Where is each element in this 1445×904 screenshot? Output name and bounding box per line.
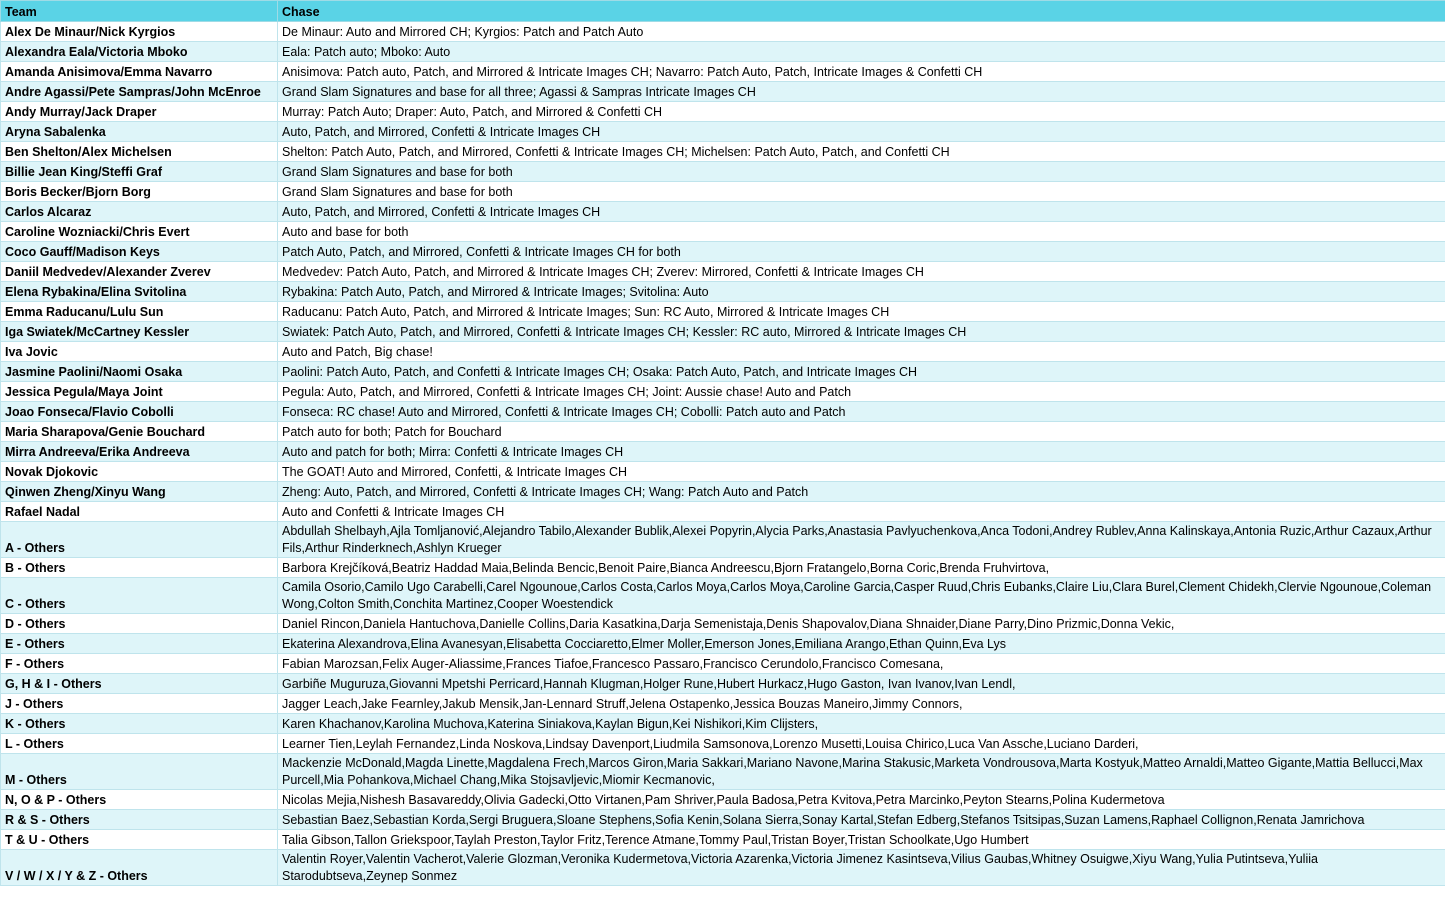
chase-cell[interactable]: Karen Khachanov,Karolina Muchova,Katerina Siniakova,Kaylan Bigun,Kei Nishikori,Kim Clijsters, (278, 714, 1445, 734)
chase-cell[interactable]: The GOAT! Auto and Mirrored, Confetti, & Intricate Images CH (278, 462, 1445, 482)
chase-cell[interactable]: Abdullah Shelbayh,Ajla Tomljanović,Alejandro Tabilo,Alexander Bublik,Alexei Popyrin,Alycia Parks,Anastasia Pavlyuchenkova,Anca Todoni,Andrey Rublev,Anna Kalinskaya,Antonia Ruzic,Arthur Cazaux,Arthur Fils,Arthur Rinderknech,Ashlyn Krueger (278, 522, 1445, 558)
team-cell[interactable]: Jasmine Paolini/Naomi Osaka (1, 362, 278, 382)
team-cell[interactable]: Alexandra Eala/Victoria Mboko (1, 42, 278, 62)
team-cell[interactable]: Mirra Andreeva/Erika Andreeva (1, 442, 278, 462)
chase-cell[interactable]: Auto, Patch, and Mirrored, Confetti & Intricate Images CH (278, 122, 1445, 142)
table-row (1, 82, 1445, 102)
table-row (1, 734, 1445, 754)
chase-cell[interactable]: Nicolas Mejia,Nishesh Basavareddy,Olivia Gadecki,Otto Virtanen,Pam Shriver,Paula Badosa,Petra Kvitova,Petra Marcinko,Peyton Stearns,Polina Kudermetova (278, 790, 1445, 810)
chase-cell[interactable]: Patch auto for both; Patch for Bouchard (278, 422, 1445, 442)
team-cell[interactable]: Emma Raducanu/Lulu Sun (1, 302, 278, 322)
chase-cell[interactable]: Zheng: Auto, Patch, and Mirrored, Confetti & Intricate Images CH; Wang: Patch Auto and Patch (278, 482, 1445, 502)
table-row (1, 674, 1445, 694)
chase-cell[interactable]: Grand Slam Signatures and base for both (278, 182, 1445, 202)
chase-cell[interactable]: Swiatek: Patch Auto, Patch, and Mirrored, Confetti & Intricate Images CH; Kessler: RC auto, Mirrored & Intricate Images CH (278, 322, 1445, 342)
team-cell[interactable]: Alex De Minaur/Nick Kyrgios (1, 22, 278, 42)
team-cell[interactable]: Joao Fonseca/Flavio Cobolli (1, 402, 278, 422)
chase-cell[interactable]: Learner Tien,Leylah Fernandez,Linda Noskova,Lindsay Davenport,Liudmila Samsonova,Lorenzo Musetti,Louisa Chirico,Luca Van Assche,Luciano Darderi, (278, 734, 1445, 754)
chase-cell[interactable]: Anisimova: Patch auto, Patch, and Mirrored & Intricate Images CH; Navarro: Patch Auto, Patch, Intricate Images & Confetti CH (278, 62, 1445, 82)
team-cell[interactable]: Elena Rybakina/Elina Svitolina (1, 282, 278, 302)
table-row (1, 442, 1445, 462)
team-cell[interactable]: V / W / X / Y & Z - Others (1, 850, 278, 886)
team-cell[interactable]: A - Others (1, 522, 278, 558)
chase-cell[interactable]: Fonseca: RC chase! Auto and Mirrored, Confetti & Intricate Images CH; Cobolli: Patch auto and Patch (278, 402, 1445, 422)
table-row (1, 790, 1445, 810)
chase-cell[interactable]: Talia Gibson,Tallon Griekspoor,Taylah Preston,Taylor Fritz,Terence Atmane,Tommy Paul,Tristan Boyer,Tristan Schoolkate,Ugo Humbert (278, 830, 1445, 850)
chase-cell[interactable]: Mackenzie McDonald,Magda Linette,Magdalena Frech,Marcos Giron,Maria Sakkari,Mariano Navone,Marina Stakusic,Marketa Vondrousova,Marta Kostyuk,Matteo Arnaldi,Matteo Gigante,Mattia Bellucci,Max Purcell,Mia Pohankova,Michael Chang,Mika Stojsavljevic,Miomir Kecmanovic, (278, 754, 1445, 790)
team-cell[interactable]: Caroline Wozniacki/Chris Evert (1, 222, 278, 242)
team-cell[interactable]: C - Others (1, 578, 278, 614)
table-row (1, 262, 1445, 282)
team-cell[interactable]: Aryna Sabalenka (1, 122, 278, 142)
table-row (1, 102, 1445, 122)
team-cell[interactable]: Maria Sharapova/Genie Bouchard (1, 422, 278, 442)
table-row (1, 122, 1445, 142)
table-row (1, 382, 1445, 402)
team-cell[interactable]: Boris Becker/Bjorn Borg (1, 182, 278, 202)
team-cell[interactable]: Novak Djokovic (1, 462, 278, 482)
table-row (1, 694, 1445, 714)
table-row (1, 810, 1445, 830)
table-row (1, 830, 1445, 850)
team-cell[interactable]: Coco Gauff/Madison Keys (1, 242, 278, 262)
chase-cell[interactable]: Sebastian Baez,Sebastian Korda,Sergi Bruguera,Sloane Stephens,Sofia Kenin,Solana Sierra,Sonay Kartal,Stefan Edberg,Stefanos Tsitsipas,Suzan Lamens,Raphael Collignon,Renata Jamrichova (278, 810, 1445, 830)
table-row (1, 202, 1445, 222)
chase-cell[interactable]: Murray: Patch Auto; Draper: Auto, Patch, and Mirrored & Confetti CH (278, 102, 1445, 122)
team-cell[interactable]: Qinwen Zheng/Xinyu Wang (1, 482, 278, 502)
team-cell[interactable]: J - Others (1, 694, 278, 714)
team-cell[interactable]: Daniil Medvedev/Alexander Zverev (1, 262, 278, 282)
chase-cell[interactable]: Valentin Royer,Valentin Vacherot,Valerie Glozman,Veronika Kudermetova,Victoria Azarenka,Victoria Jimenez Kasintseva,Vilius Gaubas,Whitney Osuigwe,Xiyu Wang,Yulia Putintseva,Yuliia Starodubtseva,Zeynep Sonmez (278, 850, 1445, 886)
team-cell[interactable]: Rafael Nadal (1, 502, 278, 522)
chase-cell[interactable]: Auto and patch for both; Mirra: Confetti & Intricate Images CH (278, 442, 1445, 462)
chase-cell[interactable]: Garbiñe Muguruza,Giovanni Mpetshi Perricard,Hannah Klugman,Holger Rune,Hubert Hurkacz,Hugo Gaston, Ivan Ivanov,Ivan Lendl, (278, 674, 1445, 694)
chase-cell[interactable]: Jagger Leach,Jake Fearnley,Jakub Mensik,Jan-Lennard Struff,Jelena Ostapenko,Jessica Bouzas Maneiro,Jimmy Connors, (278, 694, 1445, 714)
chase-cell[interactable]: Daniel Rincon,Daniela Hantuchova,Danielle Collins,Daria Kasatkina,Darja Semenistaja,Denis Shapovalov,Diana Shnaider,Diane Parry,Dino Prizmic,Donna Vekic, (278, 614, 1445, 634)
table-row (1, 322, 1445, 342)
team-cell[interactable]: G, H & I - Others (1, 674, 278, 694)
table-row (1, 614, 1445, 634)
chase-cell[interactable]: De Minaur: Auto and Mirrored CH; Kyrgios: Patch and Patch Auto (278, 22, 1445, 42)
chase-cell[interactable]: Medvedev: Patch Auto, Patch, and Mirrored & Intricate Images CH; Zverev: Mirrored, Confetti & Intricate Images CH (278, 262, 1445, 282)
table-row (1, 182, 1445, 202)
table-row (1, 634, 1445, 654)
table-row (1, 302, 1445, 322)
chase-cell[interactable]: Fabian Marozsan,Felix Auger-Aliassime,Frances Tiafoe,Francesco Passaro,Francisco Cerundolo,Francisco Comesana, (278, 654, 1445, 674)
team-cell[interactable]: Carlos Alcaraz (1, 202, 278, 222)
team-cell[interactable]: Andy Murray/Jack Draper (1, 102, 278, 122)
table-row (1, 714, 1445, 734)
team-cell[interactable]: Andre Agassi/Pete Sampras/John McEnroe (1, 82, 278, 102)
table-row (1, 558, 1445, 578)
table-row (1, 362, 1445, 382)
chase-cell[interactable]: Ekaterina Alexandrova,Elina Avanesyan,Elisabetta Cocciaretto,Elmer Moller,Emerson Jones,Emiliana Arango,Ethan Quinn,Eva Lys (278, 634, 1445, 654)
table-row (1, 502, 1445, 522)
team-cell[interactable]: T & U - Others (1, 830, 278, 850)
table-row (1, 342, 1445, 362)
chase-cell[interactable]: Raducanu: Patch Auto, Patch, and Mirrored & Intricate Images; Sun: RC Auto, Mirrored & Intricate Images CH (278, 302, 1445, 322)
table-row (1, 62, 1445, 82)
team-cell[interactable]: K - Others (1, 714, 278, 734)
team-cell[interactable]: Billie Jean King/Steffi Graf (1, 162, 278, 182)
table-row (1, 482, 1445, 502)
chase-cell[interactable]: Camila Osorio,Camilo Ugo Carabelli,Carel Ngounoue,Carlos Costa,Carlos Moya,Carlos Moya,Caroline Garcia,Casper Ruud,Chris Eubanks,Claire Liu,Clara Burel,Clement Chidekh,Clervie Ngounoue,Coleman Wong,Colton Smith,Conchita Martinez,Cooper Woestendick (278, 578, 1445, 614)
table-row (1, 578, 1445, 614)
chase-cell[interactable]: Pegula: Auto, Patch, and Mirrored, Confetti & Intricate Images CH; Joint: Aussie chase! Auto and Patch (278, 382, 1445, 402)
table-row (1, 522, 1445, 558)
chase-cell[interactable]: Auto, Patch, and Mirrored, Confetti & Intricate Images CH (278, 202, 1445, 222)
chase-cell[interactable]: Grand Slam Signatures and base for all three; Agassi & Sampras Intricate Images CH (278, 82, 1445, 102)
chase-cell[interactable]: Paolini: Patch Auto, Patch, and Confetti & Intricate Images CH; Osaka: Patch Auto, Patch, and Intricate Images CH (278, 362, 1445, 382)
table-row (1, 402, 1445, 422)
table-row (1, 222, 1445, 242)
table-row (1, 242, 1445, 262)
team-cell[interactable]: R & S - Others (1, 810, 278, 830)
chase-cell[interactable]: Rybakina: Patch Auto, Patch, and Mirrored & Intricate Images; Svitolina: Auto (278, 282, 1445, 302)
chase-cell[interactable]: Barbora Krejčíková,Beatriz Haddad Maia,Belinda Bencic,Benoit Paire,Bianca Andreescu,Bjorn Fratangelo,Borna Coric,Brenda Fruhvirtova, (278, 558, 1445, 578)
chase-cell[interactable]: Shelton: Patch Auto, Patch, and Mirrored, Confetti & Intricate Images CH; Michelsen: Patch Auto, Patch, and Confetti CH (278, 142, 1445, 162)
team-cell[interactable]: Iga Swiatek/McCartney Kessler (1, 322, 278, 342)
chase-column-header[interactable]: Chase (278, 1, 1445, 22)
chase-cell[interactable]: Patch Auto, Patch, and Mirrored, Confetti & Intricate Images CH for both (278, 242, 1445, 262)
team-cell[interactable]: B - Others (1, 558, 278, 578)
chase-cell[interactable]: Auto and base for both (278, 222, 1445, 242)
table-row (1, 850, 1445, 886)
team-cell[interactable]: E - Others (1, 634, 278, 654)
team-column-header[interactable]: Team (1, 1, 278, 22)
team-cell[interactable]: L - Others (1, 734, 278, 754)
table-row (1, 754, 1445, 790)
team-cell[interactable]: Amanda Anisimova/Emma Navarro (1, 62, 278, 82)
team-cell[interactable]: F - Others (1, 654, 278, 674)
team-cell[interactable]: N, O & P - Others (1, 790, 278, 810)
table-row (1, 654, 1445, 674)
team-cell[interactable]: Ben Shelton/Alex Michelsen (1, 142, 278, 162)
team-cell[interactable]: Jessica Pegula/Maya Joint (1, 382, 278, 402)
table-row (1, 162, 1445, 182)
chase-cell[interactable]: Auto and Confetti & Intricate Images CH (278, 502, 1445, 522)
table-row (1, 462, 1445, 482)
team-cell[interactable]: M - Others (1, 754, 278, 790)
team-cell[interactable]: D - Others (1, 614, 278, 634)
chase-cell[interactable]: Auto and Patch, Big chase! (278, 342, 1445, 362)
table-row (1, 42, 1445, 62)
table-row (1, 142, 1445, 162)
chase-cell[interactable]: Eala: Patch auto; Mboko: Auto (278, 42, 1445, 62)
chase-cell[interactable]: Grand Slam Signatures and base for both (278, 162, 1445, 182)
table-row (1, 282, 1445, 302)
table-row (1, 22, 1445, 42)
table-row (1, 422, 1445, 442)
team-cell[interactable]: Iva Jovic (1, 342, 278, 362)
header-row (1, 1, 1445, 22)
